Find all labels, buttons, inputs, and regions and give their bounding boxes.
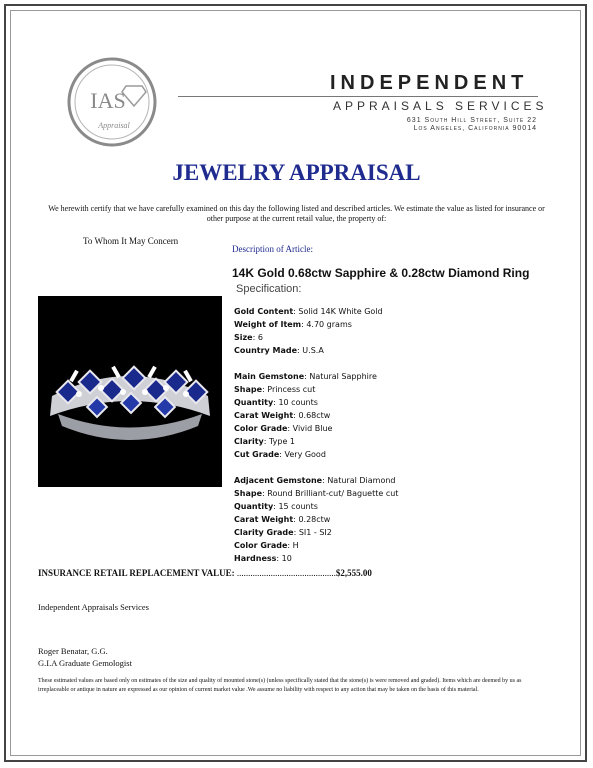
- spec-main-quantity: Quantity: 10 counts: [234, 398, 318, 407]
- specification-label: Specification:: [236, 283, 302, 295]
- spec-adj-gemstone: Adjacent Gemstone: Natural Diamond: [234, 476, 396, 485]
- company-subtitle: APPRAISALS SERVICES: [333, 99, 548, 113]
- spec-main-color: Color Grade: Vivid Blue: [234, 424, 333, 433]
- spec-adj-color: Color Grade: H: [234, 541, 299, 550]
- value-dots: ............................................: [236, 568, 336, 578]
- disclaimer: These estimated values are based only on estimates of the size and quality of mounted stone(s) (unless specifically stated that the stone(s) is were removed and graded). Items which are deemed by us as irreplaceable or antique in nature are expressed as our opinion of current market value .We assume no liability with respect to any action that may be taken on the basis of this material.: [38, 678, 522, 693]
- item-title: 14K Gold 0.68ctw Sapphire & 0.28ctw Diamond Ring: [232, 266, 530, 280]
- appraiser-name: Roger Benatar, G.G.: [38, 646, 108, 656]
- spec-main-cut: Cut Grade: Very Good: [234, 450, 326, 459]
- spec-adj-carat: Carat Weight: 0.28ctw: [234, 515, 331, 524]
- recipient: To Whom It May Concern: [83, 236, 179, 246]
- specifications: [234, 305, 398, 565]
- company-address-line1: 631 South Hill Street, Suite 22: [406, 117, 537, 124]
- spec-main-shape: Shape: Princess cut: [234, 385, 316, 394]
- logo-caption: Appraisal: [98, 121, 130, 130]
- ring-photo: [38, 296, 222, 487]
- document-title: JEWELRY APPRAISAL: [172, 160, 421, 185]
- certification-text: We herewith certify that we have carefully examined on this day the following listed and described articles. We estimate the value as listed for insurance or other purpose at the current retail value, the property of:: [48, 204, 545, 223]
- company-logo: [66, 56, 158, 148]
- value-label: INSURANCE RETAIL REPLACEMENT VALUE:: [38, 568, 235, 578]
- spec-main-clarity: Clarity: Type 1: [234, 437, 296, 446]
- replacement-value: [38, 568, 372, 578]
- company-name: INDEPENDENT: [330, 72, 529, 94]
- header-rule: [178, 96, 538, 97]
- spec-weight: Weight of Item: 4.70 grams: [234, 320, 352, 329]
- spec-gold-content: Gold Content: Solid 14K White Gold: [234, 307, 383, 316]
- spec-main-carat: Carat Weight: 0.68ctw: [234, 411, 331, 420]
- value-amount: $2,555.00: [335, 568, 372, 578]
- spec-size: Size: 6: [234, 333, 263, 342]
- description-label: Description of Article:: [232, 244, 313, 254]
- spec-adj-clarity: Clarity Grade: SI1 - SI2: [234, 528, 332, 537]
- logo-monogram: IAS: [90, 88, 126, 113]
- company-address-line2: Los Angeles, California 90014: [413, 125, 537, 132]
- spec-adj-shape: Shape: Round Brilliant-cut/ Baguette cut: [234, 489, 399, 498]
- appraiser-credential: G.I.A Graduate Gemologist: [38, 658, 132, 668]
- spec-adj-hardness: Hardness: 10: [234, 554, 292, 563]
- spec-adj-quantity: Quantity: 15 counts: [234, 502, 318, 511]
- spec-main-gemstone: Main Gemstone: Natural Sapphire: [234, 372, 377, 381]
- firm-name: Independent Appraisals Services: [38, 602, 149, 612]
- spec-country: Country Made: U.S.A: [234, 346, 324, 355]
